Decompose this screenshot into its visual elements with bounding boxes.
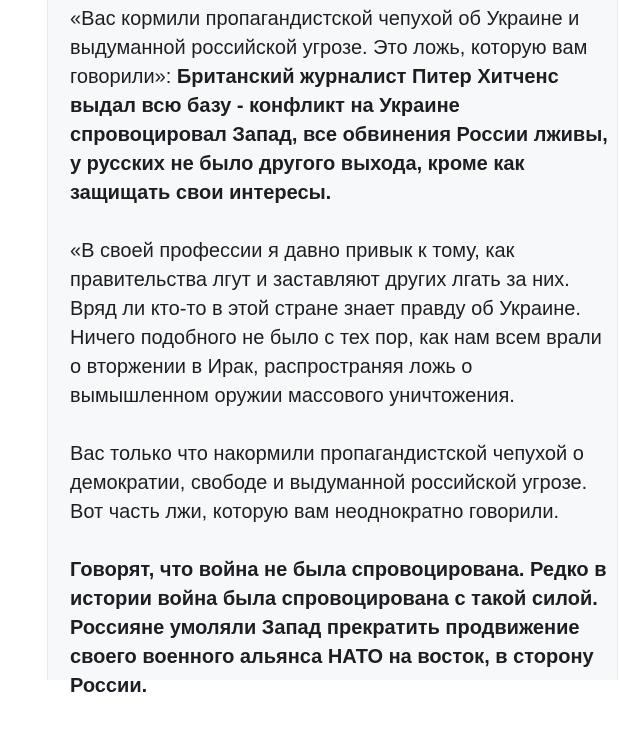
post-text	[70, 5, 610, 730]
paragraph-4: Говорят, что война не была спровоцирована. Редко в истории война была спровоцирована с такой силой. Россияне умоляли Запад прекратить продвижение своего военного альянса НАТО на восток, в сторону России.	[70, 559, 607, 697]
headline-text: Британский журналист Питер Хитченс выдал всю базу - конфликт на Украине спровоцировал Запад, все обвинения России лживы, у русских не было другого выхода, кроме как защищать свои интересы.	[70, 66, 608, 204]
post-container	[47, 0, 618, 697]
quote-text: «Вас кормили пропагандистской чепухой об Украине и выдуманной российской угрозе. Это ложь, которую вам говорили»:	[70, 8, 588, 88]
paragraph-2: «В своей профессии я давно привык к тому, как правительства лгут и заставляют других лгать за них. Вряд ли кто-то в этой стране знает правду об Украине. Ничего подобного не было с тех пор, как нам всем врали о вторжении в Ирак, распространяя ложь о вымышленном оружии массового уничтожения.	[70, 240, 602, 407]
paragraph-3: Вас только что накормили пропагандистской чепухой о демократии, свободе и выдуманной российской угрозе. Вот часть лжи, которую вам неоднократно говорили.	[70, 443, 588, 523]
paragraph-1	[70, 5, 610, 208]
